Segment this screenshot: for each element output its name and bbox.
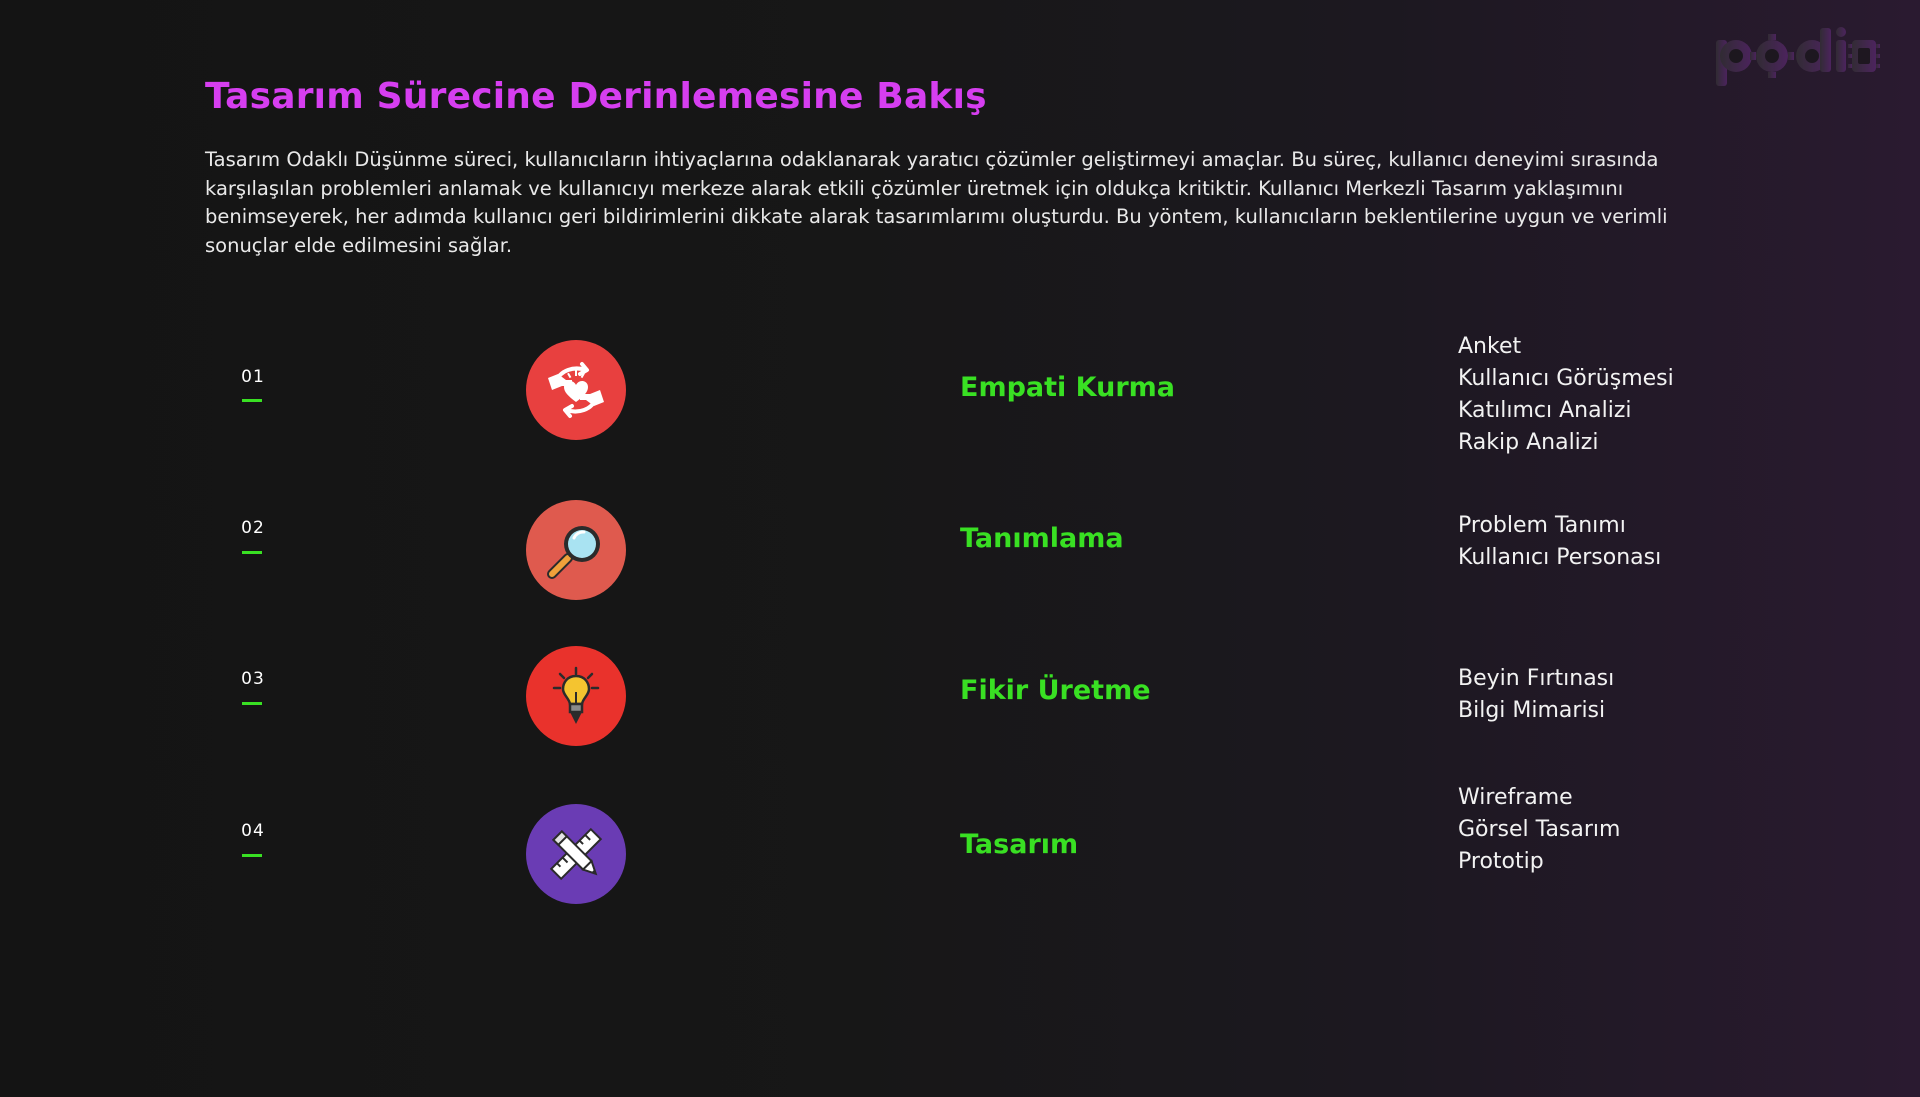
page-title: Tasarım Sürecine Derinlemesine Bakış (205, 76, 987, 117)
lightbulb-pen-icon (526, 646, 626, 746)
list-item: Katılımcı Analizi (1458, 398, 1632, 423)
intro-paragraph: Tasarım Odaklı Düşünme süreci, kullanıcıların ihtiyaçlarına odaklanarak yaratıcı çözümler geliştirmeyi amaçlar. Bu süreç, kullanıcı deneyimi sırasında karşılaşılan problemleri anlamak ve kullanıcıyı merkeze alarak etkili çözümler üretmek için oldukça kritiktir. Kullanıcı Merkezli Tasarım yaklaşımını benimseyerek, her adımda kullanıcı geri bildirimlerini dikkate alarak tasarımlarımı oluşturdu. Bu yöntem, kullanıcıların beklentilerine uygun ve verimli sonuçlar elde edilmesini sağlar. (205, 148, 1668, 257)
step-number: 02 (241, 518, 265, 538)
list-item: Problem Tanımı (1458, 513, 1626, 538)
empathy-hands-heart-icon (526, 340, 626, 440)
list-item: Bilgi Mimarisi (1458, 698, 1606, 723)
list-item: Kullanıcı Görüşmesi (1458, 366, 1674, 391)
list-item: Rakip Analizi (1458, 430, 1599, 455)
step-methods-list (1458, 782, 1620, 878)
list-item: Anket (1458, 334, 1522, 359)
step-number: 03 (241, 669, 265, 689)
ruler-pencil-icon (526, 804, 626, 904)
step-underline (242, 854, 262, 857)
step-underline (242, 399, 262, 402)
step-methods-list (1458, 331, 1674, 459)
pedia-logo (1712, 26, 1882, 92)
step-underline (242, 551, 262, 554)
step-underline (242, 702, 262, 705)
list-item: Wireframe (1458, 785, 1573, 810)
list-item: Görsel Tasarım (1458, 817, 1621, 842)
magnifier-icon (526, 500, 626, 600)
list-item: Prototip (1458, 849, 1544, 874)
step-title: Empati Kurma (960, 372, 1176, 403)
step-number: 04 (241, 821, 265, 841)
step-methods-list (1458, 663, 1614, 727)
list-item: Kullanıcı Personası (1458, 545, 1662, 570)
step-title: Tanımlama (960, 523, 1124, 554)
list-item: Beyin Fırtınası (1458, 666, 1615, 691)
step-title: Tasarım (960, 829, 1079, 860)
step-number: 01 (241, 367, 265, 387)
step-title: Fikir Üretme (960, 675, 1151, 706)
step-methods-list (1458, 510, 1661, 574)
